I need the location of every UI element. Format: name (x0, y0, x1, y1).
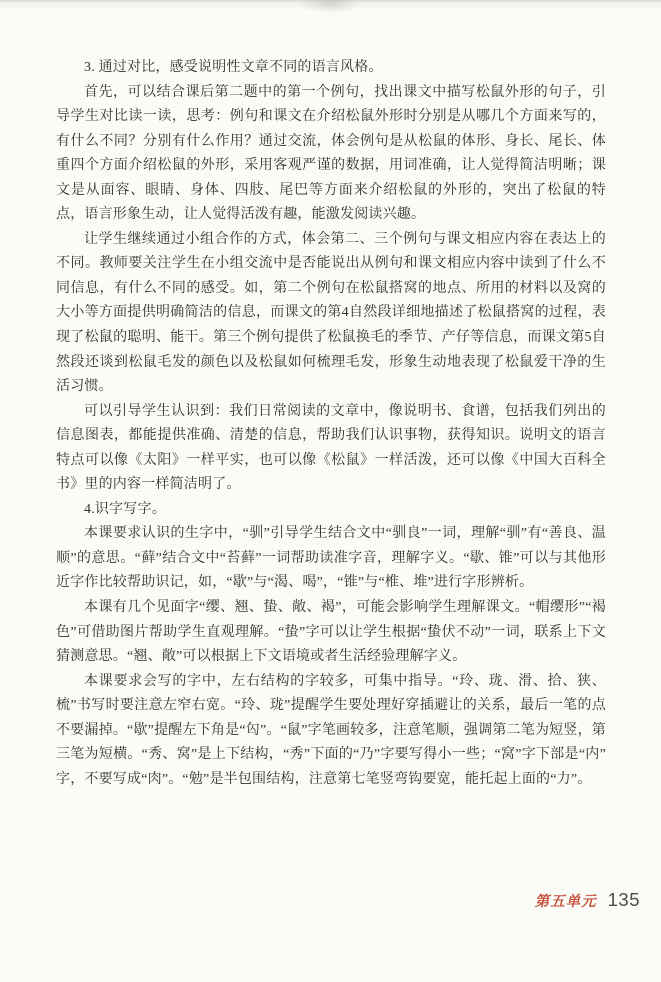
paragraph-point-4: 4.识字写字。 (84, 501, 166, 517)
paragraph-write-chars: 本课要求会写的字中，左右结构的字较多，可集中指导。“玲、珑、滑、拾、狭、梳”书写时要注意左窄右宽。“玲、珑”提醒学生要处理好穿插避让的关系，最后一笔的点不要漏掉。“歇”提醒左下角是“匃”。“鼠”字笔画较多，注意笔顺，强调第二笔为短竖，第三笔为短横。“秀、窝”是上下结构，“秀”下面的“乃”字要写得小一些；“窝”字下部是“内”字，不要写成“肉”。“勉”是半包围结构，注意第七笔竖弯钩要宽，能托起上面的“力”。 (56, 673, 606, 787)
unit-label: 第五单元 (534, 894, 597, 910)
page-content (56, 56, 606, 792)
paragraph-summary: 可以引导学生认识到：我们日常阅读的文章中，像说明书、食谱，包括我们列出的信息图表，都能提供准确、清楚的信息，帮助我们认识事物，获得知识。说明文的语言特点可以像《太阳》一样平实，也可以像《松鼠》一样活泼，还可以像《中国大百科全书》里的内容一样简洁明了。 (56, 403, 606, 493)
paragraph-recognize-chars: 本课要求认识的生字中，“驯”引导学生结合文中“驯良”一词，理解“驯”有“善良、温顺”的意思。“藓”结合文中“苔藓”一词帮助读准字音，理解字义。“歇、锥”可以与其他形近字作比较帮助识记，如，“歇”与“渴、喝”，“锥”与“椎、堆”进行字形辨析。 (56, 526, 606, 591)
paragraph-point-3: 3. 通过对比，感受说明性文章不同的语言风格。 (84, 60, 383, 75)
paragraph-group-work: 让学生继续通过小组合作的方式，体会第二、三个例句与课文相应内容在表达上的不同。教师要关注学生在小组交流中是否能说出从例句和课文相应内容中读到了什么不同信息，有什么不同的感受。如，第二个例句在松鼠搭窝的地点、所用的材料以及窝的大小等方面提供明确简洁的信息，而课文的第4自然段详细地描述了松鼠搭窝的过程，表现了松鼠的聪明、能干。第三个例句提供了松鼠换毛的季节、产仔等信息，而课文第5自然段还谈到松鼠毛发的颜色以及松鼠如何梳理毛发，形象生动地表现了松鼠爱干净的生活习惯。 (56, 231, 606, 395)
paragraph-example-compare: 首先，可以结合课后第二题中的第一个例句，找出课文中描写松鼠外形的句子，引导学生对比读一读，思考：例句和课文在介绍松鼠外形时分别是从哪几个方面来写的，有什么不同？分别有什么作用？通过交流，体会例句是从松鼠的体形、身长、尾长、体重四个方面介绍松鼠的外形，采用客观严谨的数据，用词准确，让人觉得简洁明晰；课文是从面容、眼睛、身体、四肢、尾巴等方面来介绍松鼠的外形的，突出了松鼠的特点，语言形象生动，让人觉得活泼有趣，能激发阅读兴趣。 (56, 84, 606, 223)
paragraph-meet-chars: 本课有几个见面字“缨、翘、蛰、敞、褐”，可能会影响学生理解课文。“帽缨形”“褐色”可借助图片帮助学生直观理解。“蛰”字可以让学生根据“蛰伏不动”一词，联系上下文猜测意思。“翘、敞”可以根据上下文语境或者生活经验理解字义。 (56, 600, 606, 665)
page-number: 135 (607, 889, 640, 910)
page-footer (535, 889, 640, 911)
